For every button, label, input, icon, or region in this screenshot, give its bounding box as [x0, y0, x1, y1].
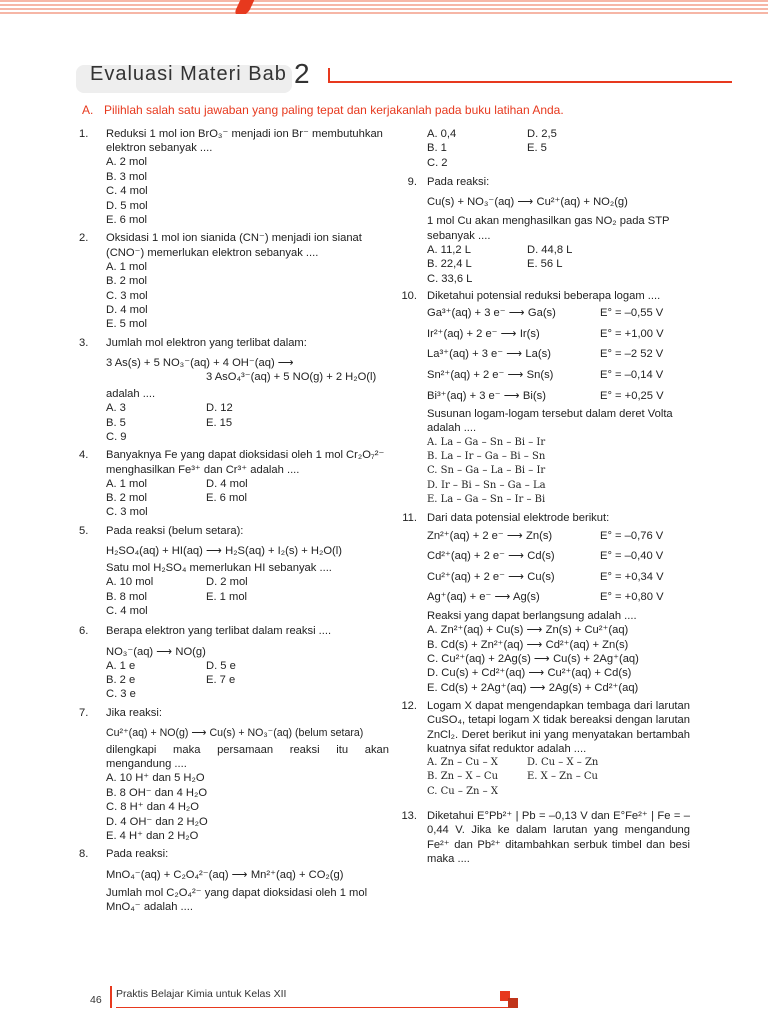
book-title: Praktis Belajar Kimia untuk Kelas XII: [116, 988, 287, 1000]
option-row: A. Zn – Cu – X D. Cu – X – Zn: [427, 757, 599, 769]
option: A. La – Ga – Sn – Bi – Ir: [427, 436, 546, 448]
question-text: Oksidasi 1 mol ion sianida (CN⁻) menjadi ion sianat (CNO⁻) memerlukan elektron sebanyak ....: [106, 232, 362, 259]
option: D. 4 OH⁻ dan 2 H₂O: [106, 815, 208, 828]
option-row: C. 3 e: [106, 688, 136, 701]
option-row: B. Zn – X – Cu E. X – Zn – Cu: [427, 771, 598, 783]
question-8: 8. Pada reaksi: MnO₄⁻(aq) + C₂O₄²⁻(aq) ⟶ Mn²⁺(aq) + CO₂(g) Jumlah mol C₂O₄²⁻ yang dapat dioksidasi oleh 1 mol MnO₄⁻ adalah ....: [79, 847, 389, 914]
question-6: 6. Berapa elektron yang terlibat dalam reaksi .... NO₃⁻(aq) ⟶ NO(g) A. 1 e D. 5 e B. 2 e E. 7 e C. 3 e: [79, 624, 389, 701]
option: B. 8 OH⁻ dan 4 H₂O: [106, 786, 208, 799]
option: B. Cd(s) + Zn²⁺(aq) ⟶ Cd²⁺(aq) + Zn(s): [427, 638, 629, 651]
option: D. 5 mol: [106, 199, 148, 212]
option-row: A. 0,4 D. 2,5: [427, 128, 557, 140]
question-tail: Susunan logam-logam tersebut dalam deret Volta adalah ....: [427, 408, 673, 435]
potential-row: La³⁺(aq) + 3 e⁻ ⟶ La(s) E° = –2 52 V: [427, 348, 664, 361]
question-4: 4. Banyaknya Fe yang dapat dioksidasi oleh 1 mol Cr₂O₇²⁻ menghasilkan Fe³⁺ dan Cr³⁺ adalah .... A. 1 mol D. 4 mol B. 2 mol E. 6 mol C. 3 mol: [79, 448, 389, 520]
option: C. Sn – Ga – La – Bi – Ir: [427, 465, 546, 477]
option: A. 10 H⁺ dan 5 H₂O: [106, 772, 205, 785]
question-tail: Satu mol H₂SO₄ memerlukan HI sebanyak ....: [106, 562, 332, 575]
question-text: Logam X dapat mengendapkan tembaga dari larutan CuSO₄, tetapi logam X tidak bereaksi dengan larutan ZnCl₂. Deret berikut ini yang menyatakan bertambah kuatnya sifat reduktor adalah ....: [427, 700, 690, 755]
equation: NO₃⁻(aq) ⟶ NO(g): [106, 645, 206, 658]
left-column: [79, 127, 389, 914]
option: E. Cd(s) + 2Ag⁺(aq) ⟶ 2Ag(s) + Cd²⁺(aq): [427, 681, 639, 694]
option: E. 6 mol: [106, 213, 148, 226]
option-row: C. 3 mol: [106, 506, 148, 519]
potential-row: Ir²⁺(aq) + 2 e⁻ ⟶ Ir(s) E° = +1,00 V: [427, 327, 664, 340]
question-11: 11. Dari data potensial elektrode berikut: Zn²⁺(aq) + 2 e⁻ ⟶ Zn(s) E° = –0,76 V Cd²⁺(aq) + 2 e⁻ ⟶ Cd(s) E° = –0,40 V Cu²⁺(aq) + 2 e⁻ ⟶ Cu(s) E° = +0,34 V Ag⁺(aq) + e⁻ ⟶ Ag(s) E° = +0,80 V Reaksi yang dapat berlangsung adalah .... A. Zn²⁺(aq) + Cu(s) ⟶ Zn(s) + Cu²⁺(aq) B. Cd(s) + Zn²⁺(aq) ⟶ Cd²⁺(aq) + Zn(s) C. Cu²⁺(aq) + 2Ag(s) ⟶ Cu(s) + 2Ag⁺(aq) D. Cu(s) + Cd²⁺(aq) ⟶ Cu²⁺(aq) + Cd(s) E. Cd(s) + 2Ag⁺(aq) ⟶ 2Ag(s) + Cd²⁺(aq): [400, 511, 690, 695]
question-tail: 1 mol Cu akan menghasilkan gas NO₂ pada STP sebanyak ....: [427, 215, 670, 242]
potential-row: Cu²⁺(aq) + 2 e⁻ ⟶ Cu(s) E° = +0,34 V: [427, 570, 664, 583]
question-2: 2. Oksidasi 1 mol ion sianida (CN⁻) menjadi ion sianat (CNO⁻) memerlukan elektron sebanyak .... A. 1 mol B. 2 mol C. 3 mol D. 4 mol E. 5 mol: [79, 231, 389, 331]
question-text: Banyaknya Fe yang dapat dioksidasi oleh 1 mol Cr₂O₇²⁻ menghasilkan Fe³⁺ dan Cr³⁺ adalah ....: [106, 449, 385, 476]
question-text: Pada reaksi:: [106, 848, 169, 861]
question-9: 9. Pada reaksi: Cu(s) + NO₃⁻(aq) ⟶ Cu²⁺(aq) + NO₂(g) 1 mol Cu akan menghasilkan gas NO₂ pada STP sebanyak .... A. 11,2 L D. 44,8 L B. 22,4 L E. 56 L C. 33,6 L: [400, 175, 690, 286]
option-row: C. 2: [427, 156, 448, 169]
chapter-header: [76, 60, 736, 98]
potential-row: Cd²⁺(aq) + 2 e⁻ ⟶ Cd(s) E° = –0,40 V: [427, 550, 664, 563]
question-text: Diketahui potensial reduksi beberapa logam ....: [427, 289, 661, 302]
option-row: B. 5 E. 15: [106, 416, 233, 429]
question-tail: Jumlah mol C₂O₄²⁻ yang dapat dioksidasi oleh 1 mol MnO₄⁻ adalah ....: [106, 886, 368, 913]
option: C. 4 mol: [106, 185, 148, 198]
option: E. 5 mol: [106, 318, 148, 331]
option: A. Zn²⁺(aq) + Cu(s) ⟶ Zn(s) + Cu²⁺(aq): [427, 624, 629, 637]
top-decoration: [0, 0, 768, 14]
question-text: Pada reaksi:: [427, 176, 490, 189]
option-row: A. 3 D. 12: [106, 402, 233, 415]
option-row: C. 4 mol: [106, 605, 148, 618]
option: B. La – Ir – Ga – Bi – Sn: [427, 450, 546, 462]
right-column: [400, 127, 690, 866]
question-1: 1. Reduksi 1 mol ion BrO₃⁻ menjadi ion Br⁻ membutuhkan elektron sebanyak .... A. 2 mol B. 3 mol C. 4 mol D. 5 mol E. 6 mol: [79, 127, 389, 227]
potential-row: Zn²⁺(aq) + 2 e⁻ ⟶ Zn(s) E° = –0,76 V: [427, 529, 664, 542]
option: E. 4 H⁺ dan 2 H₂O: [106, 830, 199, 842]
question-tail: dilengkapi maka persamaan reaksi itu akan mengandung ....: [106, 744, 389, 771]
question-text: Berapa elektron yang terlibat dalam reaksi ....: [106, 625, 332, 638]
equation: H₂SO₄(aq) + HI(aq) ⟶ H₂S(aq) + I₂(s) + H₂O(l): [106, 545, 342, 558]
chapter-title: Evaluasi Materi Bab: [90, 63, 287, 85]
potential-row: Bi³⁺(aq) + 3 e⁻ ⟶ Bi(s) E° = +0,25 V: [427, 389, 664, 402]
option: E. La – Ga – Sn – Ir – Bi: [427, 494, 546, 506]
option: A. 1 mol: [106, 260, 148, 273]
option-row: B. 2 e E. 7 e: [106, 674, 236, 687]
equation: MnO₄⁻(aq) + C₂O₄²⁻(aq) ⟶ Mn²⁺(aq) + CO₂(g): [106, 868, 344, 881]
option-row: B. 22,4 L E. 56 L: [427, 258, 563, 271]
option-row: B. 2 mol E. 6 mol: [106, 492, 248, 505]
option: C. 8 H⁺ dan 4 H₂O: [106, 801, 199, 814]
option: C. 3 mol: [106, 289, 148, 302]
question-7: 7. Jika reaksi: Cu²⁺(aq) + NO(g) ⟶ Cu(s) + NO₃⁻(aq) (belum setara) dilengkapi maka persamaan reaksi itu akan mengandung .... A. 10 H⁺ dan 5 H₂O B. 8 OH⁻ dan 4 H₂O C. 8 H⁺ dan 4 H₂O D. 4 OH⁻ dan 2 H₂O E. 4 H⁺ dan 2 H₂O: [79, 706, 389, 842]
corner-square-icon: [508, 998, 518, 1008]
question-8-options: [400, 127, 690, 170]
option-row: C. Cu – Zn – X: [427, 785, 498, 797]
question-tail: Reaksi yang dapat berlangsung adalah ....: [427, 610, 637, 623]
option: C. Cu²⁺(aq) + 2Ag(s) ⟶ Cu(s) + 2Ag⁺(aq): [427, 653, 639, 666]
chapter-number: 2: [294, 58, 310, 89]
potential-row: Ag⁺(aq) + e⁻ ⟶ Ag(s) E° = +0,80 V: [427, 591, 664, 604]
option-row: B. 8 mol E. 1 mol: [106, 590, 248, 603]
option: D. 4 mol: [106, 303, 148, 316]
question-text: Reduksi 1 mol ion BrO₃⁻ menjadi ion Br⁻ membutuhkan elektron sebanyak ....: [106, 128, 383, 155]
option-row: C. 9: [106, 430, 127, 443]
question-text: Jumlah mol elektron yang terlibat dalam:: [106, 336, 307, 349]
potential-row: Ga³⁺(aq) + 3 e⁻ ⟶ Ga(s) E° = –0,55 V: [427, 307, 664, 320]
option: D. Ir – Bi – Sn – Ga – La: [427, 479, 546, 491]
option-row: A. 1 mol D. 4 mol: [106, 477, 248, 490]
question-3: 3. Jumlah mol elektron yang terlibat dalam: 3 As(s) + 5 NO₃⁻(aq) + 4 OH⁻(aq) ⟶ 3 AsO₄³⁻(aq) + 5 NO(g) + 2 H₂O(l) adalah .... A. 3 D. 12 B. 5 E. 15 C. 9: [79, 336, 389, 445]
page-number: 46: [90, 994, 102, 1006]
question-text: Diketahui E°Pb²⁺ | Pb = –0,13 V dan E°Fe²⁺ | Fe = –0,44 V. Jika ke dalam larutan yang mengandung Fe²⁺ dan Pb²⁺ ditambahkan serbuk timbel dan besi maka ....: [427, 810, 690, 865]
option-row: B. 1 E. 5: [427, 142, 547, 155]
option: B. 3 mol: [106, 170, 148, 183]
question-12: 12. Logam X dapat mengendapkan tembaga dari larutan CuSO₄, tetapi logam X tidak bereaksi dengan larutan ZnCl₂. Deret berikut ini yang menyatakan bertambah kuatnya sifat reduktor adalah .... A. Zn – Cu – X D. Cu – X – Zn B. Zn – X – Cu E. X – Zn – Cu C. Cu – Zn – X: [400, 699, 690, 799]
question-text: Dari data potensial elektrode berikut:: [427, 512, 610, 525]
potential-row: Sn²⁺(aq) + 2 e⁻ ⟶ Sn(s) E° = –0,14 V: [427, 368, 664, 381]
option-row: A. 1 e D. 5 e: [106, 659, 236, 672]
equation-line-1: 3 As(s) + 5 NO₃⁻(aq) + 4 OH⁻(aq) ⟶: [106, 356, 294, 369]
option-row: A. 11,2 L D. 44,8 L: [427, 243, 573, 256]
option-row: A. 10 mol D. 2 mol: [106, 576, 248, 589]
section-instruction: A. Pilihlah salah satu jawaban yang paling tepat dan kerjakanlah pada buku latihan Anda.: [82, 103, 564, 117]
option-row: C. 33,6 L: [427, 272, 473, 285]
question-5: 5. Pada reaksi (belum setara): H₂SO₄(aq) + HI(aq) ⟶ H₂S(aq) + I₂(s) + H₂O(l) Satu mol H₂SO₄ memerlukan HI sebanyak .... A. 10 mol D. 2 mol B. 8 mol E. 1 mol C. 4 mol: [79, 524, 389, 619]
question-text: Jika reaksi:: [106, 706, 162, 719]
question-13: 13. Diketahui E°Pb²⁺ | Pb = –0,13 V dan E°Fe²⁺ | Fe = –0,44 V. Jika ke dalam larutan yang mengandung Fe²⁺ dan Pb²⁺ ditambahkan serbuk timbel dan besi maka ....: [401, 810, 690, 865]
equation: Cu(s) + NO₃⁻(aq) ⟶ Cu²⁺(aq) + NO₂(g): [427, 196, 628, 209]
question-10: 10. Diketahui potensial reduksi beberapa logam .... Ga³⁺(aq) + 3 e⁻ ⟶ Ga(s) E° = –0,55 V Ir²⁺(aq) + 2 e⁻ ⟶ Ir(s) E° = +1,00 V La³⁺(aq) + 3 e⁻ ⟶ La(s) E° = –2 52 V Sn²⁺(aq) + 2 e⁻ ⟶ Sn(s) E° = –0,14 V Bi³⁺(aq) + 3 e⁻ ⟶ Bi(s) E° = +0,25 V Susunan logam-logam tersebut dalam deret Volta adalah .... A. La – Ga – Sn – Bi – Ir B. La – Ir – Ga – Bi – Sn C. Sn – Ga – La – Bi – Ir D. Ir – Bi – Sn – Ga – La E. La – Ga – Sn – Ir – Bi: [400, 289, 690, 508]
option: A. 2 mol: [106, 156, 148, 169]
question-tail: adalah ....: [106, 387, 156, 400]
option: B. 2 mol: [106, 275, 148, 288]
page-footer: [0, 980, 768, 1024]
question-text: Pada reaksi (belum setara):: [106, 524, 244, 537]
equation: Cu²⁺(aq) + NO(g) ⟶ Cu(s) + NO₃⁻(aq) (belum setara): [106, 727, 364, 740]
option: D. Cu(s) + Cd²⁺(aq) ⟶ Cu²⁺(aq) + Cd(s): [427, 667, 632, 680]
equation-line-2: 3 AsO₄³⁻(aq) + 5 NO(g) + 2 H₂O(l): [206, 370, 377, 383]
